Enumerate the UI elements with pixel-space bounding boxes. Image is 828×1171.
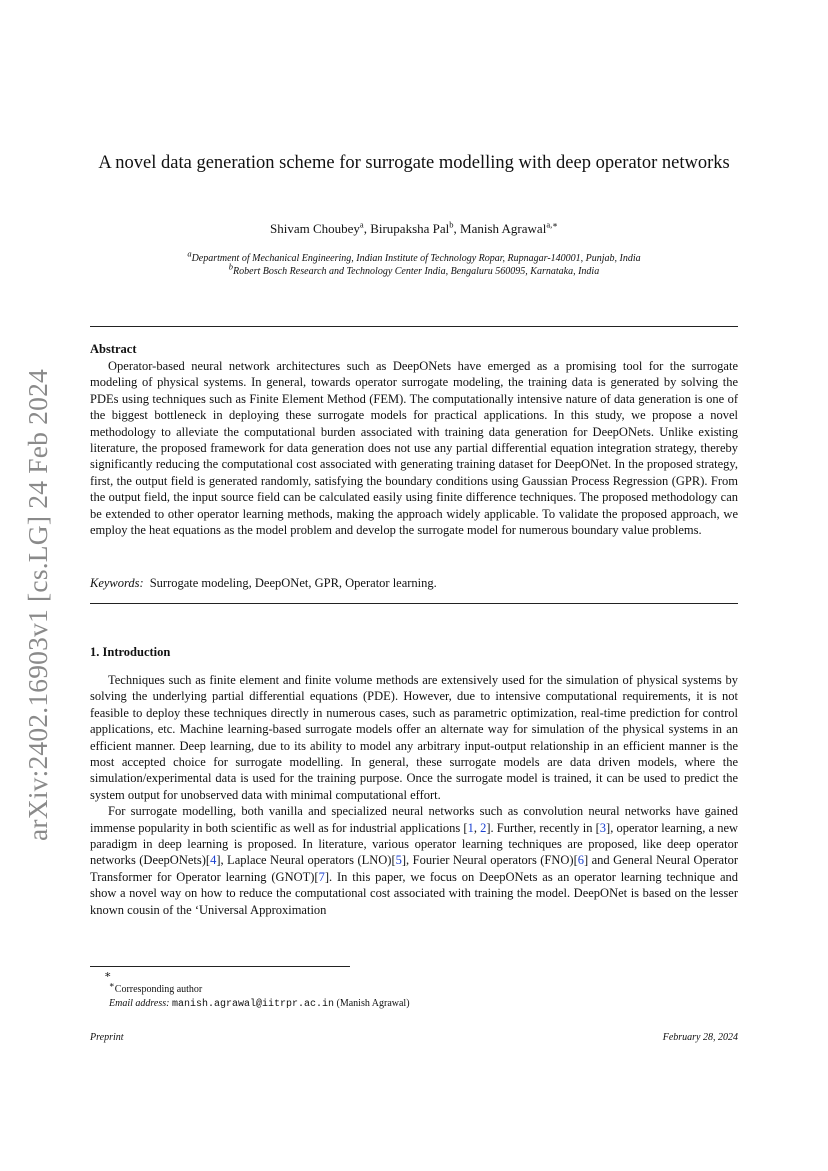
corresponding-author-text: Corresponding author [114,984,203,995]
introduction-paragraph: Techniques such as finite element and finite volume methods are extensively used for the simulation of physical systems by solving the underlying partial differential equations (PDE). However, due to intensive computational requirements, it is not feasible to deploy these techniques directly in numerous cases, such as parametric optimization, real-time prediction for control applications, etc. Machine learning-based surrogate models offer an alternate way for simulation of the physical systems in an efficient manner. Deep learning, due to its ability to model any arbitrary input-output relationship in an efficient manner is the most accepted choice for surrogate modelling. In general, these surrogate models are data driven models, where the simulation/experimental data is used for the training purpose. Once the surrogate model is trained, it can be used to predict the system output for unobserved data with minimal computational effort. [90,673,738,802]
affiliation [90,248,738,265]
affiliation [90,261,738,278]
footnotes [109,979,410,1012]
author-separator: , [453,221,461,236]
citation-link[interactable]: 3 [599,820,607,835]
author-name: Birupaksha Pal [370,221,450,236]
paragraph-text: ]. Further, recently in [ [486,820,600,835]
affiliation-mark: b [228,261,234,272]
citation-link[interactable]: 5 [395,853,402,868]
introduction-body [90,672,738,918]
affiliation-text: Robert Bosch Research and Technology Center India, Bengaluru 560095, Karnataka, India [233,266,600,277]
citation-link[interactable]: 4 [210,853,217,868]
introduction-paragraph [90,803,738,918]
footnote-mark: ∗ [109,979,115,990]
abstract-body [90,358,738,538]
citation-link[interactable]: 7 [318,869,325,884]
paragraph-text: ], Laplace Neural operators (LNO)[ [216,853,396,868]
keywords-label: Keywords: [90,576,144,590]
abstract-top-rule [90,326,738,327]
author-separator: , [363,221,371,236]
email-address[interactable]: manish.agrawal@iitrpr.ac.in [171,999,334,1010]
arxiv-identifier-stamp [18,358,58,852]
abstract-bottom-rule [90,603,738,604]
corresponding-author-note [109,979,410,997]
paragraph-text: , [473,820,481,835]
author-list [90,221,738,237]
affiliation-list [90,248,738,278]
paragraph-text: ], Fourier Neural operators (FNO)[ [401,853,578,868]
citation-link[interactable]: 2 [480,820,487,835]
author-affiliation-mark: b [449,219,454,230]
keywords-line [90,576,437,591]
footer-date: February 28, 2024 [662,1032,738,1043]
paragraph-text: ], operator learning, a new paradigm in deep learning is proposed. In literature, various operator learning techniques are proposed, like deep operator networks (DeepONets)[ [90,820,739,868]
email-note [109,997,410,1012]
paragraph-text: ]. In this paper, we focus on DeepONets as an operator learning technique and show a novel way on how to reduce the computational cost associated with training the model. DeepONet is based on the lesser known cousin of the ‘Universal Approximation [90,869,739,917]
author-affiliation-mark: a,∗ [546,219,558,230]
paragraph-text: For surrogate modelling, both vanilla and specialized neural networks such as convolution neural networks have gained immense popularity in both scientific as well as for industrial applications [ [90,804,738,835]
abstract-paragraph: Operator-based neural network architectures such as DeepONets have emerged as a promising tool for the surrogate modeling of physical systems. In general, towards operator surrogate modeling, the training data is generated by solving the PDEs using techniques such as Finite Element Method (FEM). The computationally intensive nature of data generation is one of the biggest bottleneck in deploying these surrogate models for practical applications. In this study, we propose a novel methodology to alleviate the computational burden associated with training data generation for DeepONets. Unlike existing literature, the proposed framework for data generation does not use any partial differential equation integration strategy, thereby significantly reducing the computational cost associated with generating training dataset for DeepONet. In the proposed strategy, first, the output field is generated randomly, satisfying the boundary conditions using Gaussian Process Regression (GPR). From the output field, the input source field can be calculated easily using finite difference techniques. The proposed methodology can be extended to other operator learning methods, making the approach widely applicable. To validate the proposed approach, we employ the heat equations as the model problem and develop the surrogate model for numerous boundary value problems. [90,359,738,538]
keywords-text: Surrogate modeling, DeepONet, GPR, Operator learning. [149,576,437,590]
email-label: Email address: [109,998,170,1009]
email-owner: (Manish Agrawal) [336,998,410,1009]
footnote-marker: ∗ [104,969,112,981]
author-name: Manish Agrawal [460,221,547,236]
paper-title: A novel data generation scheme for surrogate modelling with deep operator networks [98,153,730,173]
author-name: Shivam Choubey [269,221,360,236]
footnote-rule [90,966,350,967]
affiliation-mark: a [187,248,192,259]
abstract-heading: Abstract [90,342,137,356]
footer-preprint: Preprint [90,1032,124,1043]
affiliation-text: Department of Mechanical Engineering, Indian Institute of Technology Ropar, Rupnagar-140001, Punjab, India [191,253,641,264]
paragraph-text: ] and General Neural Operator Transformer for Operator learning (GNOT)[ [90,853,738,884]
citation-link[interactable]: 1 [467,820,474,835]
section-heading-introduction: 1. Introduction [90,645,171,659]
citation-link[interactable]: 6 [577,853,585,868]
author-affiliation-mark: a [359,219,364,230]
arxiv-identifier-text: arXiv:2402.16903v1 [cs.LG] 24 Feb 2024 [22,369,53,841]
